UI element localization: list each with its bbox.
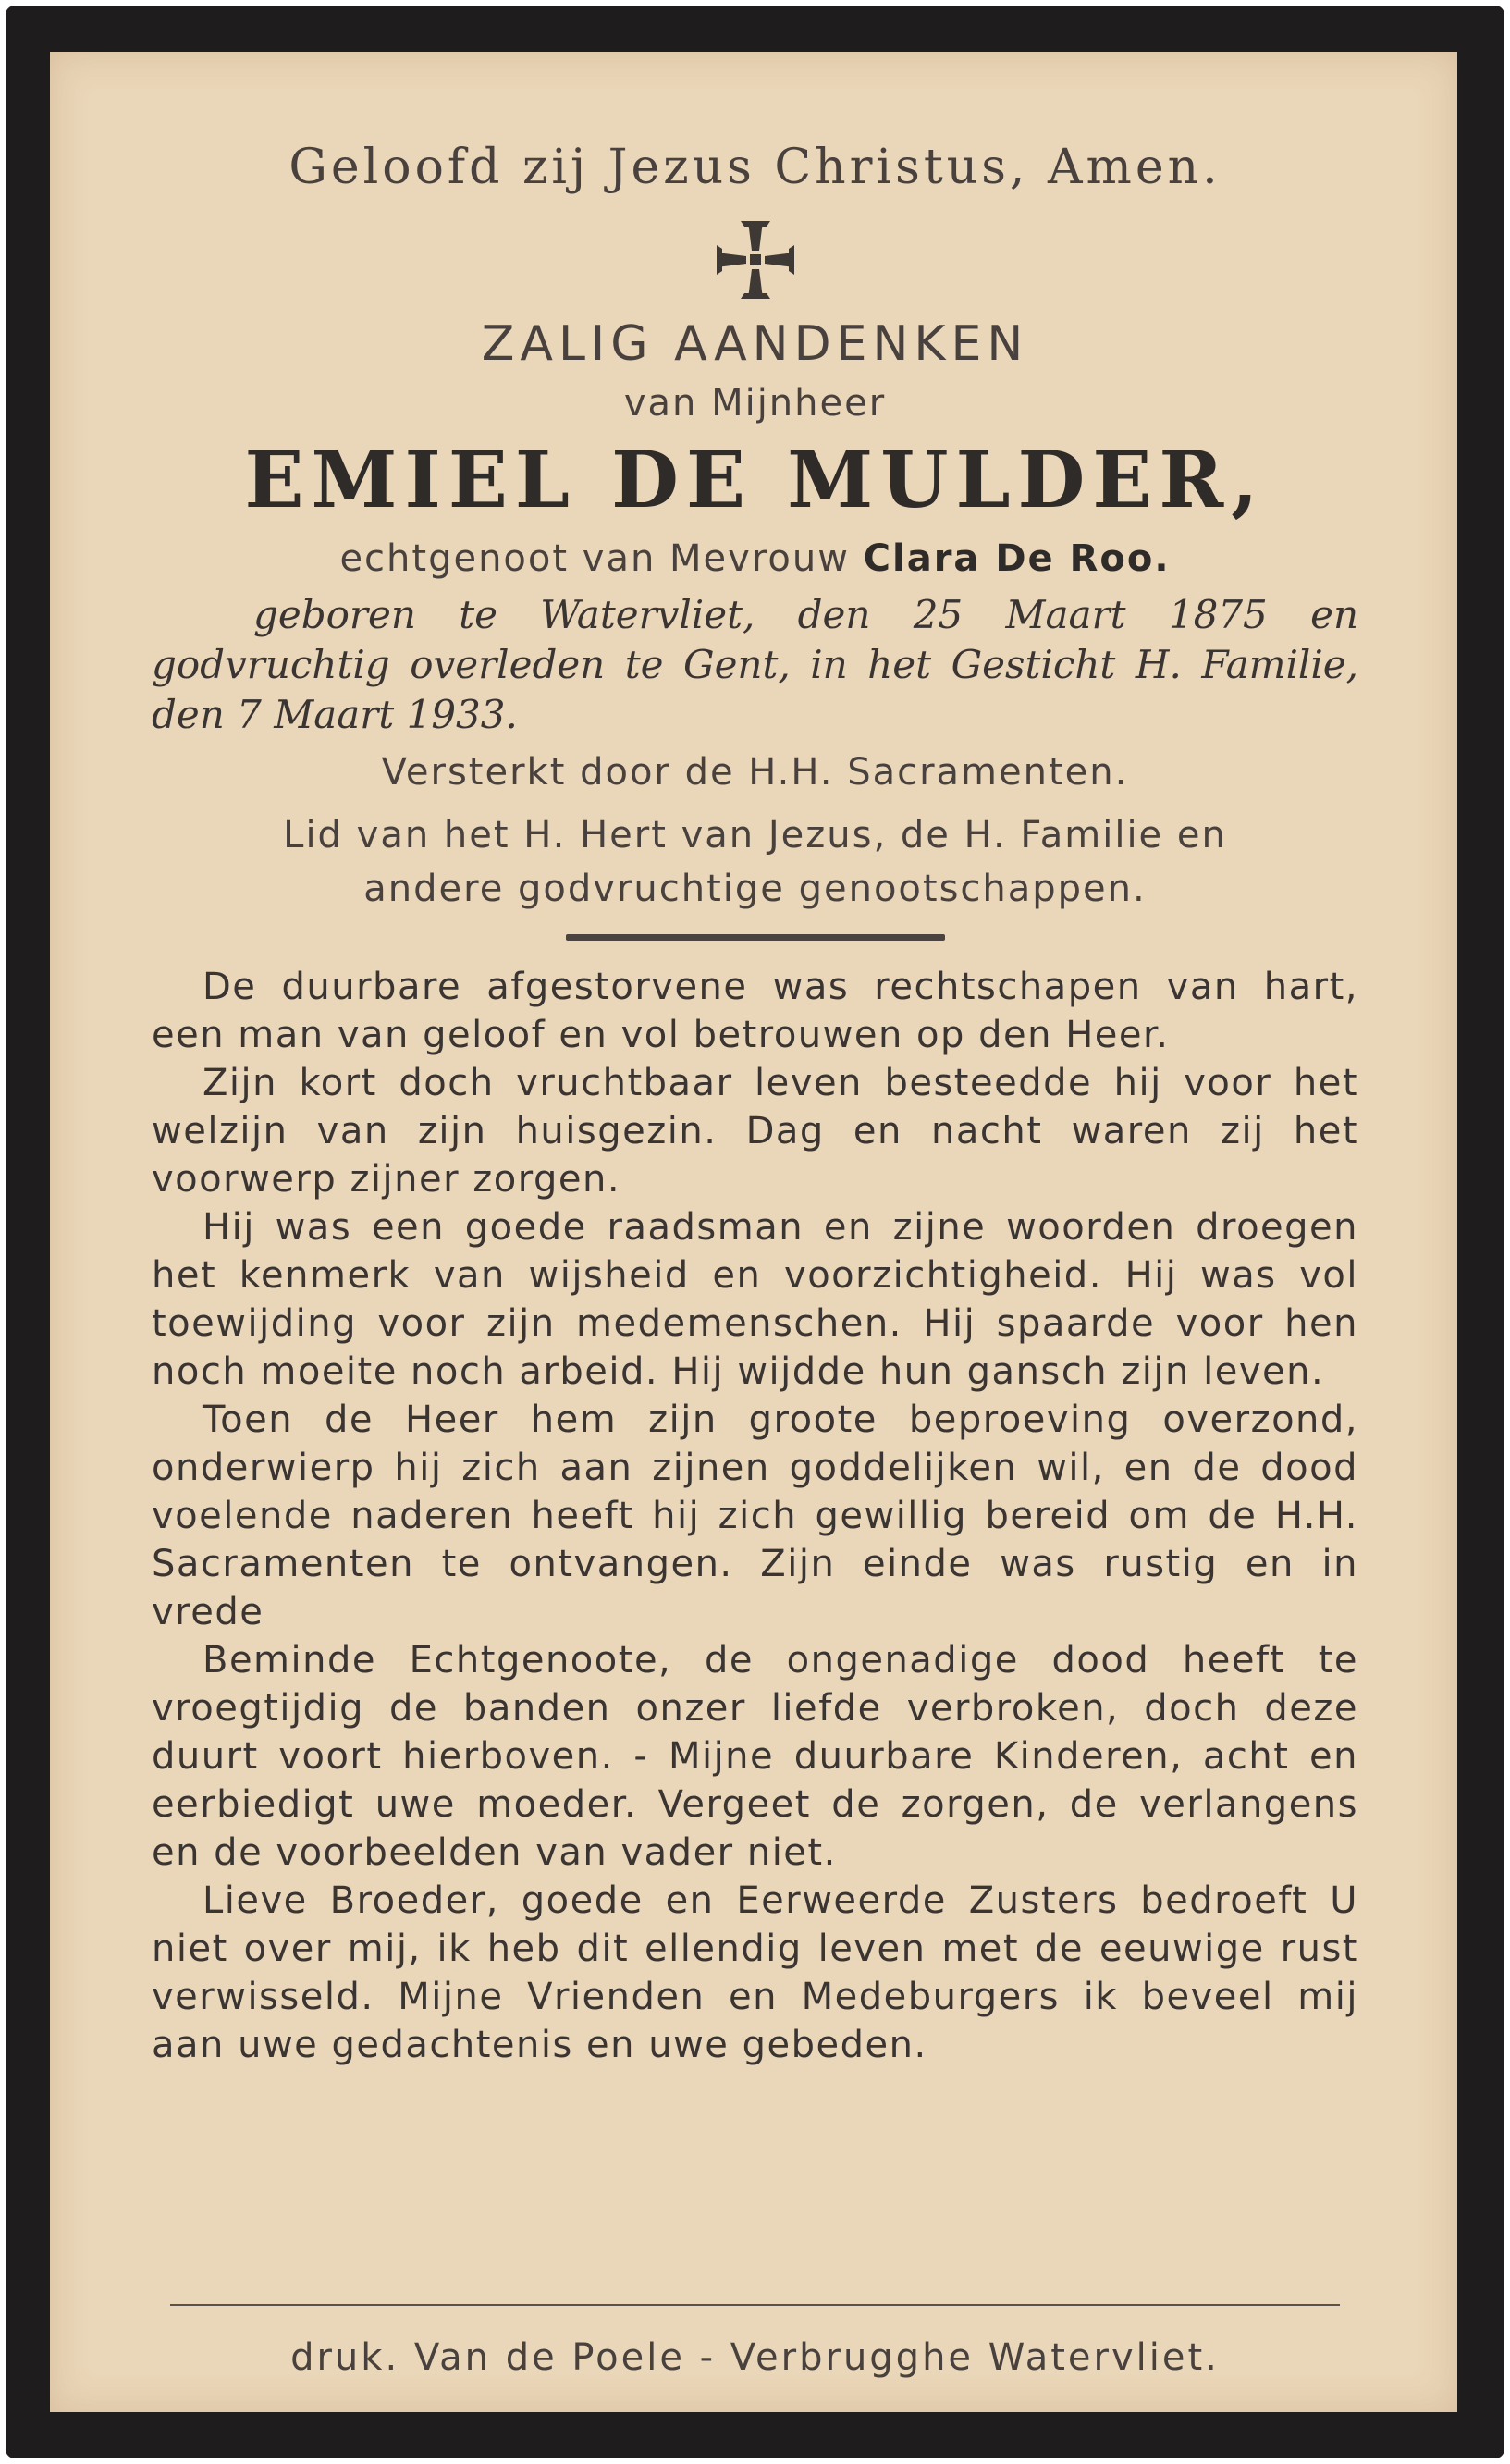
membership-line-1: Lid van het H. Hert van Jezus, de H. Familie en bbox=[283, 814, 1227, 856]
birth-death-dates: geboren te Watervliet, den 25 Maart 1875 en godvruchtig overleden te Gent, in het Gesticht H. Familie, den 7 Maart 1933. bbox=[152, 592, 1358, 737]
cross-pattee-icon bbox=[152, 209, 1358, 311]
memorial-card-border bbox=[6, 6, 1504, 2458]
spouse-line bbox=[152, 531, 1358, 586]
spouse-prefix: echtgenoot van Mevrouw bbox=[339, 537, 850, 580]
invocation-text: Geloofd zij Jezus Christus, Amen. bbox=[288, 140, 1222, 195]
footer-divider bbox=[170, 2304, 1340, 2306]
sacraments-line: Versterkt door de H.H. Sacramenten. bbox=[381, 751, 1129, 794]
body-paragraph-6: Lieve Broeder, goede en Eerweerde Zusters bedroeft U niet over mij, ik heb dit ellendig leven met de eeuwige rust verwisseld. Mijne Vrienden en Medeburgers ik beveel mij aan uwe gedachtenis en uwe gebeden. bbox=[152, 1879, 1358, 2066]
spouse-name: Clara De Roo. bbox=[863, 537, 1171, 580]
membership-line-2: andere godvruchtige genootschappen. bbox=[363, 868, 1147, 910]
body-paragraph-4: Toen de Heer hem zijn groote beproeving overzond, onderwierp hij zich aan zijnen goddelijken wil, en de dood voelende naderen heeft hij zich gewillig bereid om de H.H. Sacramenten te ontvangen. Zijn einde was rustig en in vrede bbox=[152, 1398, 1358, 1633]
deceased-name: EMIEL DE MULDER, bbox=[244, 434, 1266, 525]
card-content bbox=[152, 126, 1358, 2069]
body-paragraph-1: De duurbare afgestorvene was rechtschapen van hart, een man van geloof en vol betrouwen op den Heer. bbox=[152, 966, 1358, 1056]
memorial-title: ZALIG AANDENKEN bbox=[481, 316, 1029, 372]
printer-credit: druk. Van de Poele - Verbrugghe Watervliet. bbox=[290, 2336, 1220, 2379]
memorial-subtitle: van Mijnheer bbox=[623, 382, 887, 425]
decorative-divider bbox=[566, 934, 945, 941]
body-paragraph-3: Hij was een goede raadsman en zijne woorden droegen het kenmerk van wijsheid en voorzichtigheid. Hij was vol toewijding voor zijn medemenschen. Hij spaarde voor hen noch moeite noch arbeid. Hij wijdde hun gansch zijn leven. bbox=[152, 1206, 1358, 1393]
body-paragraph-5: Beminde Echtgenoote, de ongenadige dood heeft te vroegtijdig de banden onzer liefde verbroken, doch deze duurt voort hierboven. - Mijne duurbare Kinderen, acht en eerbiedigt uwe moeder. Vergeet de zorgen, de verlangens en de voorbeelden van vader niet. bbox=[152, 1639, 1358, 1874]
memorial-card-paper bbox=[50, 52, 1457, 2412]
body-paragraph-2: Zijn kort doch vruchtbaar leven besteedde hij voor het welzijn van zijn huisgezin. Dag en nacht waren zij het voorwerp zijner zorgen. bbox=[152, 1062, 1358, 1201]
